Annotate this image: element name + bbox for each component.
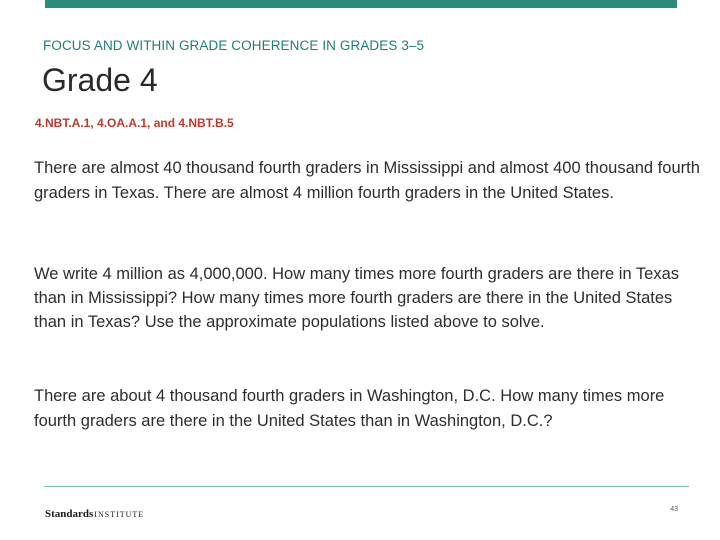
footer-logo (45, 504, 144, 522)
page-title: Grade 4 (42, 62, 158, 98)
logo-primary-text: Standards (45, 508, 94, 520)
problem-paragraph-1: There are almost 40 thousand fourth graders in Mississippi and almost 400 thousand fourth graders in Texas. There are almost 4 million fourth graders in the United States. (34, 159, 700, 202)
standards-reference: 4.NBT.A.1, 4.OA.A.1, and 4.NBT.B.5 (35, 116, 234, 130)
problem-paragraph-2: We write 4 million as 4,000,000. How many times more fourth graders are there in Texas than in Mississippi? How many times more fourth graders are there in the United States than in Texas? Use the approximate populations listed above to solve. (34, 265, 680, 331)
problem-paragraph-3: There are about 4 thousand fourth graders in Washington, D.C. How many times more fourth graders are there in the United States than in Washington, D.C.? (34, 387, 665, 430)
section-header: FOCUS AND WITHIN GRADE COHERENCE IN GRADES 3–5 (43, 38, 425, 53)
footer-divider (44, 486, 689, 487)
page-number: 43 (670, 506, 678, 513)
top-accent-bar (45, 0, 677, 8)
logo-secondary-text: INSTITUTE (94, 510, 145, 519)
